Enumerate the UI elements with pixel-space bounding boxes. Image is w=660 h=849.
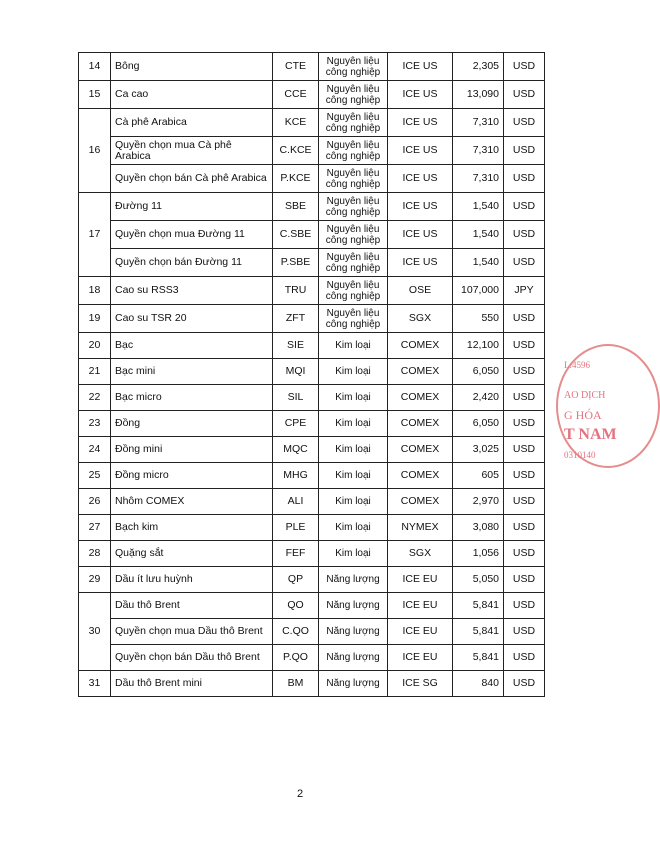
- currency-cell: USD: [504, 305, 545, 333]
- commodity-code-cell: FEF: [273, 541, 319, 567]
- currency-cell: USD: [504, 359, 545, 385]
- commodity-code-cell: CTE: [273, 53, 319, 81]
- commodity-group-cell: Nguyên liệu công nghiệp: [319, 53, 388, 81]
- commodity-name-cell: Bông: [111, 53, 273, 81]
- exchange-cell: COMEX: [388, 463, 453, 489]
- exchange-cell: ICE US: [388, 221, 453, 249]
- currency-cell: USD: [504, 109, 545, 137]
- commodity-name-cell: Đồng micro: [111, 463, 273, 489]
- commodity-group-cell: Nguyên liệu công nghiệp: [319, 277, 388, 305]
- commodity-code-cell: MHG: [273, 463, 319, 489]
- table-row: [79, 193, 545, 221]
- currency-cell: USD: [504, 515, 545, 541]
- margin-cell: 5,050: [453, 567, 504, 593]
- commodity-code-cell: MQI: [273, 359, 319, 385]
- commodity-name-cell: Cao su RSS3: [111, 277, 273, 305]
- row-number-cell: 24: [79, 437, 111, 463]
- row-number-cell: 15: [79, 81, 111, 109]
- margin-cell: 2,305: [453, 53, 504, 81]
- exchange-cell: ICE US: [388, 137, 453, 165]
- currency-cell: USD: [504, 221, 545, 249]
- commodity-code-cell: PLE: [273, 515, 319, 541]
- commodity-group-cell: Kim loại: [319, 463, 388, 489]
- commodity-name-cell: Cao su TSR 20: [111, 305, 273, 333]
- commodity-name-cell: Ca cao: [111, 81, 273, 109]
- margin-cell: 5,841: [453, 645, 504, 671]
- commodity-name-cell: Bạc: [111, 333, 273, 359]
- commodity-group-cell: Kim loại: [319, 359, 388, 385]
- commodity-group-cell: Năng lượng: [319, 567, 388, 593]
- table-row: [79, 305, 545, 333]
- commodity-code-cell: KCE: [273, 109, 319, 137]
- row-number-cell: 16: [79, 109, 111, 193]
- currency-cell: USD: [504, 165, 545, 193]
- margin-cell: 2,420: [453, 385, 504, 411]
- row-number-cell: 26: [79, 489, 111, 515]
- commodity-name-cell: Dầu ít lưu huỳnh: [111, 567, 273, 593]
- commodity-name-cell: Bạc micro: [111, 385, 273, 411]
- row-number-cell: 18: [79, 277, 111, 305]
- currency-cell: USD: [504, 81, 545, 109]
- commodity-code-cell: TRU: [273, 277, 319, 305]
- commodity-name-cell: Cà phê Arabica: [111, 109, 273, 137]
- table-row: [79, 53, 545, 81]
- row-number-cell: 14: [79, 53, 111, 81]
- red-seal-stamp: L:4596 AO DỊCH G HÓA T NAM 0310140: [556, 344, 660, 468]
- commodity-name-cell: Nhôm COMEX: [111, 489, 273, 515]
- currency-cell: USD: [504, 541, 545, 567]
- commodity-name-cell: Đồng mini: [111, 437, 273, 463]
- exchange-cell: ICE EU: [388, 593, 453, 619]
- commodity-group-cell: Nguyên liệu công nghiệp: [319, 137, 388, 165]
- table-row: [79, 333, 545, 359]
- table-row: [79, 165, 545, 193]
- row-number-cell: 30: [79, 593, 111, 671]
- exchange-cell: ICE EU: [388, 619, 453, 645]
- table-row: [79, 81, 545, 109]
- margin-cell: 1,540: [453, 221, 504, 249]
- commodity-group-cell: Nguyên liệu công nghiệp: [319, 109, 388, 137]
- margin-cell: 6,050: [453, 411, 504, 437]
- exchange-cell: ICE EU: [388, 567, 453, 593]
- currency-cell: USD: [504, 619, 545, 645]
- commodity-name-cell: Quyền chọn mua Đường 11: [111, 221, 273, 249]
- commodity-code-cell: QP: [273, 567, 319, 593]
- margin-cell: 6,050: [453, 359, 504, 385]
- margin-cell: 605: [453, 463, 504, 489]
- commodity-group-cell: Nguyên liệu công nghiệp: [319, 165, 388, 193]
- exchange-cell: ICE US: [388, 193, 453, 221]
- currency-cell: USD: [504, 645, 545, 671]
- commodity-code-cell: MQC: [273, 437, 319, 463]
- page-number: 2: [296, 788, 304, 800]
- commodity-code-cell: P.KCE: [273, 165, 319, 193]
- exchange-cell: COMEX: [388, 489, 453, 515]
- commodity-group-cell: Nguyên liệu công nghiệp: [319, 221, 388, 249]
- commodity-group-cell: Kim loại: [319, 541, 388, 567]
- table-row: [79, 221, 545, 249]
- currency-cell: USD: [504, 437, 545, 463]
- commodity-code-cell: BM: [273, 671, 319, 697]
- row-number-cell: 31: [79, 671, 111, 697]
- exchange-cell: ICE US: [388, 249, 453, 277]
- commodity-group-cell: Kim loại: [319, 333, 388, 359]
- table-row: [79, 671, 545, 697]
- commodity-group-cell: Kim loại: [319, 385, 388, 411]
- currency-cell: USD: [504, 567, 545, 593]
- commodity-name-cell: Bạc mini: [111, 359, 273, 385]
- margin-cell: 3,025: [453, 437, 504, 463]
- margin-cell: 7,310: [453, 109, 504, 137]
- row-number-cell: 17: [79, 193, 111, 277]
- commodity-group-cell: Kim loại: [319, 489, 388, 515]
- table-row: [79, 109, 545, 137]
- commodity-code-cell: C.QO: [273, 619, 319, 645]
- margin-cell: 7,310: [453, 137, 504, 165]
- row-number-cell: 28: [79, 541, 111, 567]
- commodity-group-cell: Nguyên liệu công nghiệp: [319, 81, 388, 109]
- commodity-code-cell: SBE: [273, 193, 319, 221]
- row-number-cell: 20: [79, 333, 111, 359]
- currency-cell: USD: [504, 333, 545, 359]
- table-row: [79, 489, 545, 515]
- commodity-group-cell: Năng lượng: [319, 593, 388, 619]
- commodity-code-cell: QO: [273, 593, 319, 619]
- row-number-cell: 19: [79, 305, 111, 333]
- commodity-group-cell: Nguyên liệu công nghiệp: [319, 249, 388, 277]
- commodity-code-cell: CPE: [273, 411, 319, 437]
- currency-cell: USD: [504, 53, 545, 81]
- margin-cell: 5,841: [453, 593, 504, 619]
- exchange-cell: ICE EU: [388, 645, 453, 671]
- table-row: [79, 593, 545, 619]
- commodity-name-cell: Đường 11: [111, 193, 273, 221]
- currency-cell: USD: [504, 671, 545, 697]
- commodity-code-cell: ZFT: [273, 305, 319, 333]
- currency-cell: USD: [504, 593, 545, 619]
- commodity-name-cell: Quyền chọn mua Dầu thô Brent: [111, 619, 273, 645]
- row-number-cell: 22: [79, 385, 111, 411]
- commodity-table: [78, 52, 545, 697]
- commodity-name-cell: Quyền chọn mua Cà phê Arabica: [111, 137, 273, 165]
- margin-cell: 1,540: [453, 193, 504, 221]
- commodity-code-cell: SIE: [273, 333, 319, 359]
- commodity-code-cell: P.QO: [273, 645, 319, 671]
- table-row: [79, 463, 545, 489]
- table-row: [79, 645, 545, 671]
- exchange-cell: ICE SG: [388, 671, 453, 697]
- exchange-cell: COMEX: [388, 437, 453, 463]
- commodity-group-cell: Kim loại: [319, 515, 388, 541]
- commodity-name-cell: Quyền chọn bán Dầu thô Brent: [111, 645, 273, 671]
- margin-cell: 13,090: [453, 81, 504, 109]
- commodity-name-cell: Quyền chọn bán Đường 11: [111, 249, 273, 277]
- commodity-name-cell: Quyền chọn bán Cà phê Arabica: [111, 165, 273, 193]
- currency-cell: USD: [504, 249, 545, 277]
- currency-cell: USD: [504, 385, 545, 411]
- commodity-group-cell: Kim loại: [319, 437, 388, 463]
- row-number-cell: 25: [79, 463, 111, 489]
- commodity-name-cell: Quặng sắt: [111, 541, 273, 567]
- commodity-name-cell: Dầu thô Brent: [111, 593, 273, 619]
- exchange-cell: OSE: [388, 277, 453, 305]
- commodity-group-cell: Nguyên liệu công nghiệp: [319, 193, 388, 221]
- table-row: [79, 277, 545, 305]
- table-row: [79, 411, 545, 437]
- margin-cell: 550: [453, 305, 504, 333]
- exchange-cell: ICE US: [388, 165, 453, 193]
- table-row: [79, 385, 545, 411]
- row-number-cell: 29: [79, 567, 111, 593]
- commodity-name-cell: Dầu thô Brent mini: [111, 671, 273, 697]
- exchange-cell: SGX: [388, 541, 453, 567]
- margin-cell: 840: [453, 671, 504, 697]
- margin-cell: 1,056: [453, 541, 504, 567]
- margin-cell: 5,841: [453, 619, 504, 645]
- currency-cell: USD: [504, 411, 545, 437]
- margin-cell: 3,080: [453, 515, 504, 541]
- table-row: [79, 567, 545, 593]
- commodity-code-cell: C.SBE: [273, 221, 319, 249]
- exchange-cell: ICE US: [388, 53, 453, 81]
- exchange-cell: COMEX: [388, 385, 453, 411]
- commodity-group-cell: Năng lượng: [319, 619, 388, 645]
- table-row: [79, 359, 545, 385]
- table-row: [79, 249, 545, 277]
- margin-cell: 2,970: [453, 489, 504, 515]
- margin-cell: 107,000: [453, 277, 504, 305]
- commodity-name-cell: Đồng: [111, 411, 273, 437]
- row-number-cell: 21: [79, 359, 111, 385]
- margin-cell: 12,100: [453, 333, 504, 359]
- row-number-cell: 23: [79, 411, 111, 437]
- commodity-code-cell: CCE: [273, 81, 319, 109]
- exchange-cell: ICE US: [388, 109, 453, 137]
- currency-cell: USD: [504, 137, 545, 165]
- exchange-cell: COMEX: [388, 333, 453, 359]
- commodity-name-cell: Bạch kim: [111, 515, 273, 541]
- exchange-cell: ICE US: [388, 81, 453, 109]
- exchange-cell: SGX: [388, 305, 453, 333]
- commodity-group-cell: Năng lượng: [319, 645, 388, 671]
- margin-cell: 7,310: [453, 165, 504, 193]
- exchange-cell: NYMEX: [388, 515, 453, 541]
- table-row: [79, 437, 545, 463]
- commodity-group-cell: Nguyên liệu công nghiệp: [319, 305, 388, 333]
- table-row: [79, 515, 545, 541]
- currency-cell: USD: [504, 463, 545, 489]
- margin-cell: 1,540: [453, 249, 504, 277]
- commodity-code-cell: P.SBE: [273, 249, 319, 277]
- exchange-cell: COMEX: [388, 359, 453, 385]
- commodity-code-cell: SIL: [273, 385, 319, 411]
- table-row: [79, 541, 545, 567]
- row-number-cell: 27: [79, 515, 111, 541]
- commodity-code-cell: C.KCE: [273, 137, 319, 165]
- table-row: [79, 137, 545, 165]
- exchange-cell: COMEX: [388, 411, 453, 437]
- commodity-code-cell: ALI: [273, 489, 319, 515]
- currency-cell: USD: [504, 489, 545, 515]
- table-row: [79, 619, 545, 645]
- commodity-group-cell: Năng lượng: [319, 671, 388, 697]
- commodity-group-cell: Kim loại: [319, 411, 388, 437]
- currency-cell: USD: [504, 193, 545, 221]
- currency-cell: JPY: [504, 277, 545, 305]
